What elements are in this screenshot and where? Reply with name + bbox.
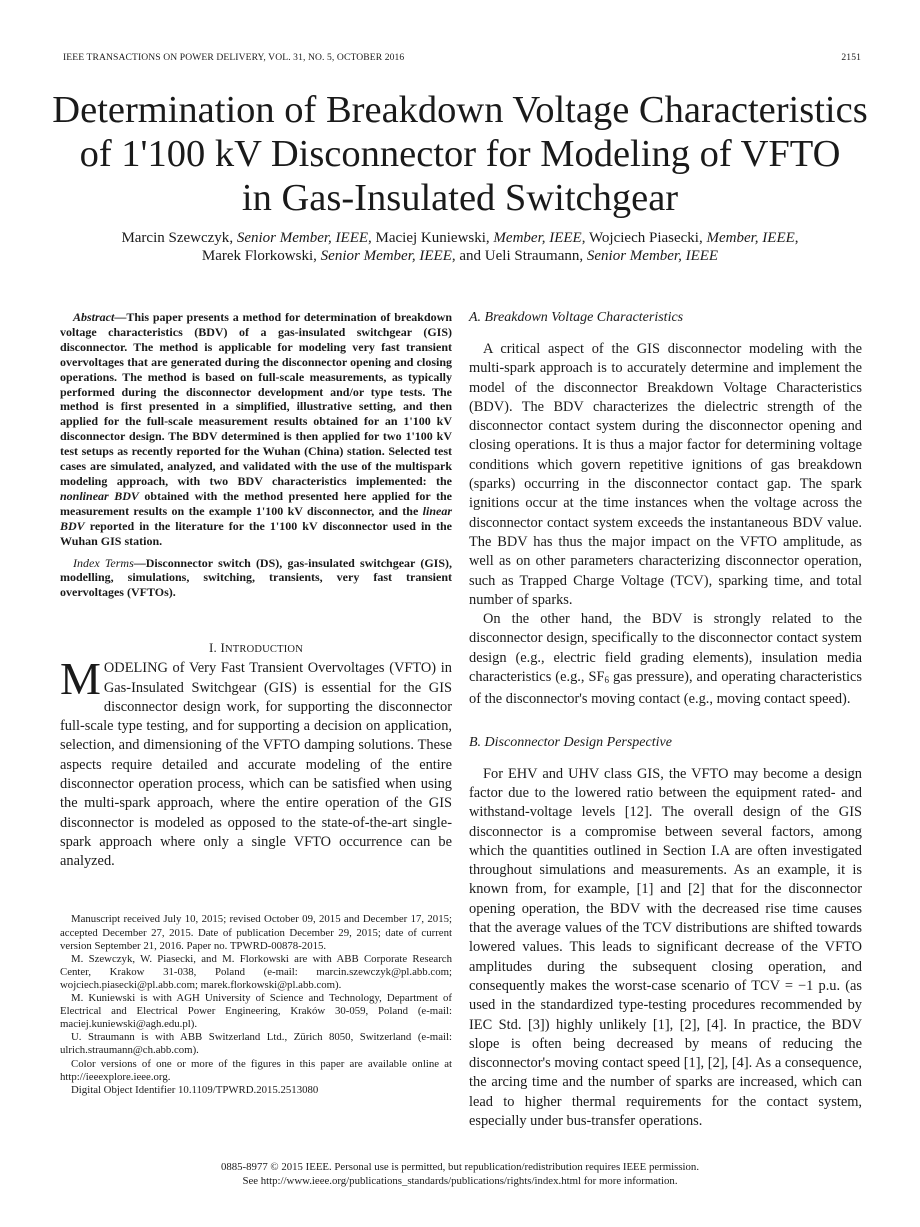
author-name: Marcin Szewczyk	[121, 230, 230, 246]
author-role: Member, IEEE	[493, 230, 582, 246]
page-number: 2151	[841, 52, 861, 63]
title-line-3: in Gas-Insulated Switchgear	[241, 177, 679, 219]
author-role: Senior Member, IEEE	[320, 248, 452, 264]
author-line-1: Marcin Szewczyk, Senior Member, IEEE, Maciej Kuniewski, Member, IEEE, Wojciech Piasecki, Member, IEEE,	[121, 230, 799, 246]
author-role: Senior Member, IEEE	[236, 230, 369, 246]
right-column	[469, 310, 862, 1131]
title-line-2: of 1'100 kV Disconnector for Modeling of VFTO	[79, 133, 841, 175]
drop-cap: M	[60, 653, 101, 705]
author-name: Ueli Straumann	[484, 248, 580, 264]
author-role: Member, IEEE	[706, 230, 795, 246]
math-expression: TCV = −1	[751, 977, 814, 994]
index-terms: Index Terms—Disconnector switch (DS), gas-insulated switchgear (GIS), modelling, simulations, switching, transients, very fast transient overvoltages (VFTOs).	[60, 555, 452, 600]
footnote: Manuscript received July 10, 2015; revised October 09, 2015 and December 17, 2015; accepted December 27, 2015. Date of publication December 29, 2015; date of current version September 21, 2016. Paper no. TPWRD-00878-2015.	[60, 913, 452, 952]
footnote: Digital Object Identifier 10.1109/TPWRD.2015.2513080	[71, 1083, 319, 1096]
author-name: Wojciech Piasecki	[588, 230, 699, 246]
section-b-paragraph-1: For EHV and UHV class GIS, the VFTO may become a design factor due to the lowered ratio between the equipment rated- and withstand-voltage levels [12]. The overall design of the GIS disconnector is a compromise between several factors, among which the quantities outlined in Section I.A are often investigated throughout simulations and measurements. As an example, it is known from, for example, [1] and [2] that for the disconnector opening operation, the BDV with the decreased rise time causes that the average values of the TCV distributions are shifted towards lowered values. This leads to significant decrease of the VFTO amplitudes during the subsequent closing operation, and consequently makes the worst-case scenario of TCV = −1 p.u. (as used in the standardized type-testing procedures recommended by IEC Std. [3]) highly unlikely [1], [2], [4]. In practice, the BDV slope is often being decreased by means of reducing the disconnector's moving contact speed [1], [2], [4]. As a consequence, the arcing time and the number of sparks are increased, which can lead to higher thermal requirements for the contact system, especially under bus-transfer operations.	[469, 765, 862, 1129]
footnote: M. Kuniewski is with AGH University of Science and Technology, Department of Electrical and Electrical Power Engineering, Kraków 30-059, Poland (e-mail: maciej.kuniewski@agh.edu.pl).	[60, 992, 452, 1031]
section-a-paragraph-2: On the other hand, the BDV is strongly related to the disconnector design, specifically to the disconnector contact system design (e.g., electric field grading elements), insulation media characteristics (e.g., SF6 gas pressure), and operating characteristics of the disconnector's moving contact (e.g., moving contact speed).	[469, 611, 862, 708]
footnotes	[60, 913, 452, 1096]
author-name: Maciej Kuniewski	[375, 230, 486, 246]
introduction-paragraph: MODELING of Very Fast Transient Overvoltages (VFTO) in Gas-Insulated Switchgear (GIS) is essential for the GIS disconnector design work, for supporting the disconnector full-scale type testing, and for supporting a decision on application, selection, and dimensioning of the VFTO damping solutions. These aspects require detailed and accurate modeling of the entire disconnector operation process, which can be satisfied when using the multi-spark approach, where the entire operation of the GIS disconnector is modeled as opposed to the state-of-the-art single-spark approach where only a single VFTO occurrence can be analyzed.	[60, 653, 452, 870]
section-heading-introduction: I. INTRODUCTION	[209, 640, 303, 656]
author-role: Senior Member, IEEE	[586, 248, 719, 264]
subsection-heading-b: B. Disconnector Design Perspective	[469, 734, 672, 750]
copyright-line-2: See http://www.ieee.org/publications_standards/publications/rights/index.html for more information.	[242, 1175, 678, 1187]
footnote: M. Szewczyk, W. Piasecki, and M. Florkowski are with ABB Corporate Research Center, Krakow 31-038, Poland (e-mail: marcin.szewczyk@pl.abb.com; wojciech.piasecki@pl.abb.com; marek.florkowski@pl.abb.com).	[60, 952, 452, 991]
subsection-heading-a: A. Breakdown Voltage Characteristics	[469, 310, 684, 325]
index-terms-label: Index Terms	[73, 555, 134, 570]
footnote: U. Straumann is with ABB Switzerland Ltd., Zürich 8050, Switzerland (e-mail: ulrich.straumann@ch.abb.com).	[60, 1031, 452, 1057]
left-column	[60, 310, 452, 1097]
author-list	[40, 229, 880, 265]
running-header: IEEE TRANSACTIONS ON POWER DELIVERY, VOL. 31, NO. 5, OCTOBER 2016	[63, 52, 405, 63]
footnote: Color versions of one or more of the figures in this paper are available online at http://ieeexplore.ieee.org.	[60, 1057, 452, 1083]
abstract-label: Abstract	[73, 310, 115, 324]
paper-title	[40, 88, 880, 220]
author-name: Marek Florkowski	[201, 248, 314, 264]
abstract: Abstract—This paper presents a method for determination of breakdown voltage characteristics (BDV) of a gas-insulated switchgear (GIS) disconnector. The method is applicable for modeling very fast transient overvoltages that are generated during the disconnector opening and closing operations. The method is based on full-scale measurements, as typically performed during the disconnector development and/or type tests. The method is first presented in a simplified, illustrative setting, and then applied for the full-scale measurement results obtained for an 1'100 kV disconnector design. The BDV determined is then applied for two 1'100 kV test setups as recently reported for the Wuhan (China) station. Selected test cases are simulated, analyzed, and validated with the use of the multispark modeling approach, with two BDV characteristics implemented: the nonlinear BDV obtained with the method presented here applied for the measurement results on the example 1'100 kV disconnector, and the linear BDV reported in the literature for the 1'100 kV disconnector used in the Wuhan GIS station.	[60, 310, 452, 548]
title-line-1: Determination of Breakdown Voltage Characteristics	[52, 89, 868, 131]
section-a-paragraph-1: A critical aspect of the GIS disconnector modeling with the multi-spark approach is to accurately determine and implement the model of the disconnector Breakdown Voltage Characteristics (BDV). The BDV characterizes the dielectric strength of the disconnector contact system during the disconnector opening and closing operations. It is thus a major factor for determining voltage conditions which govern repetitive ignitions of gas breakdown (sparks) occurring in the disconnector contact gap. The spark ignitions occur at the time instances when the voltage across the disconnector contact system exceeds the instantaneous BDV value. The BDV has thus the major impact on the VFTO amplitude, as well as on other parameters characterizing disconnector operation, such as Trapped Charge Voltage (TCV), sparking time, and total number of sparks.	[469, 341, 862, 608]
copyright-notice	[40, 1160, 880, 1188]
copyright-line-1: 0885-8977 © 2015 IEEE. Personal use is permitted, but republication/redistribution requires IEEE permission.	[220, 1161, 700, 1173]
author-line-2: Marek Florkowski, Senior Member, IEEE, and Ueli Straumann, Senior Member, IEEE	[201, 248, 719, 264]
sf6-formula: SF6	[588, 669, 609, 686]
